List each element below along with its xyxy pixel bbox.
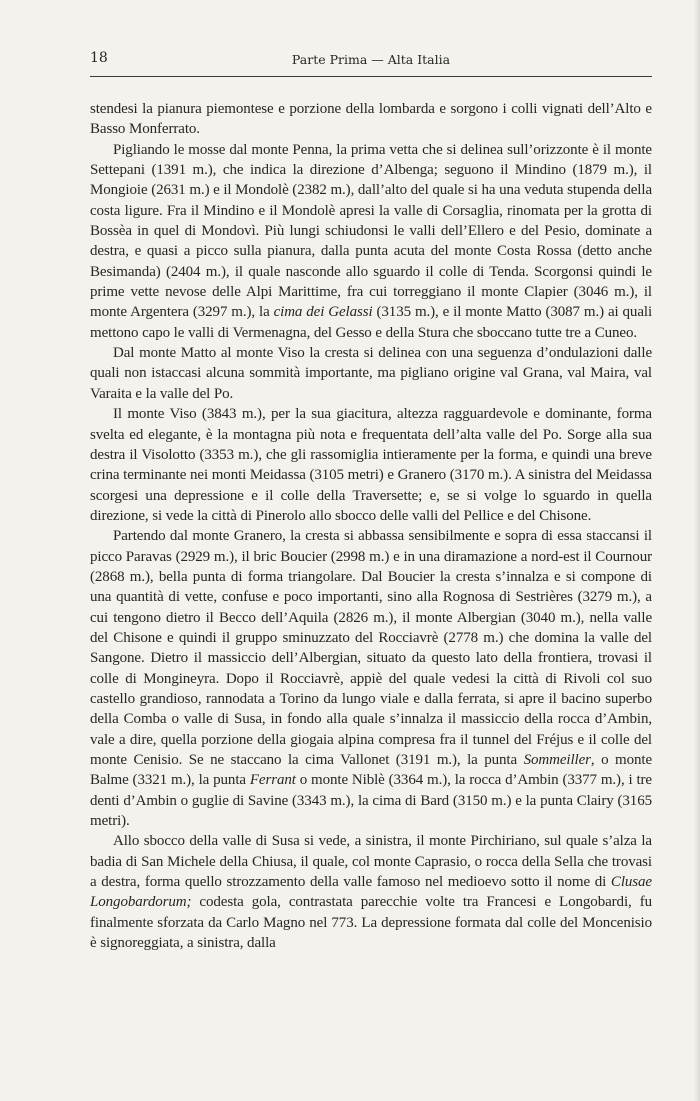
header-rule xyxy=(90,76,652,77)
text-span: (3135 m.), e il monte Matto (3087 m.) ai quali mettono capo le valli di Vermenagna, del Gesso e della Stura che sboccano tutte tre a Cuneo. xyxy=(90,304,653,341)
page-number: 18 xyxy=(90,50,108,66)
text-span: o monte Niblè (3364 m.), la rocca d’Ambin (3377 m.), i tre denti d’Ambin o guglie di Savine (3343 m.), la cima di Bard (3150 m.) e la punta Clairy (3165 metri). xyxy=(90,772,652,830)
body-text xyxy=(90,99,652,953)
text-span: Pigliando le mosse dal monte Penna, la prima vetta che si delinea sull’orizzonte è il monte Settepani (1391 m.), che indica la direzione d’Albenga; seguono il Mindino (1879 m.), il Mongioie (2631 m.) e il Mondolè (2382 m.), dall’alto del quale si ha una veduta stupenda della costa ligure. Fra il Mindino e il Mondolè apresi la valle di Corsaglia, rinomata per la grotta di Bossèa in quel di Mondovì. Più lungi schiudonsi le valli dell’Ellero e del Pesio, dominate a destra, e quasi a picco sulla pianura, dalla punta acuta del monte Costa Rossa (detto anche Besimanda) (2404 m.), il quale nasconde allo sguardo il colle di Tenda. Scorgonsi quindi le prime vette nevose delle Alpi Marittime, fra cui torreggiano il monte Clapier (3046 m.), il monte Argentera (3297 m.), la xyxy=(90,141,652,321)
text-span: Dal monte Matto al monte Viso la cresta si delinea con una seguenza d’ondulazioni dalle quali non istaccasi alcuna sommità importante, ma pigliano origine val Grana, val Maira, val Varaita e la valle del Po. xyxy=(90,345,652,402)
italic-text: cima dei Gelassi xyxy=(273,304,373,321)
text-span: Partendo dal monte Granero, la cresta si abbassa sensibilmente e sopra di essa staccansi il picco Paravas (2929 m.), il bric Boucier (2998 m.) e in una diramazione a nord-est il Cournour (2868 m.), bella punta di forma triangolare. Dal Boucier la cresta s’innalza e si compone di una quantità di vette, confuse e poco importanti, sino alla Rognosa di Sestrières (3279 m.), a cui tengono dietro il Becco dell’Aquila (2826 m.), il monte Albergian (3040 m.), nella valle del Chisone e quindi il gruppo sminuzzato del Rocciavrè (2778 m.) che domina la valle del Sangone. Dietro il massiccio dell’Albergian, situato da questo lato della frontiera, trovasi il colle di Mongineyra. Dopo il Rocciavrè, appiè del quale vedesi la città di Rivoli col suo castello grandioso, rannodata a Torino da lungo viale e dalla ferrata, si apre il bacino superbo della Comba o valle di Susa, in fondo alla quale s’innalza il massiccio della rocca d’Ambin, vale a dire, quella porzione della giogaia alpina compresa fra il tunnel del Fréjus e il colle del monte Cenisio. Se ne staccano la cima Vallonet (3191 m.), la punta xyxy=(90,528,652,768)
paragraph xyxy=(90,140,652,343)
italic-text: Sommeiller xyxy=(523,752,591,768)
paragraph xyxy=(90,343,652,404)
text-span: Il monte Viso (3843 m.), per la sua giacitura, altezza ragguardevole e dominante, forma svelta ed elegante, è la montagna più nota e frequentata dell’alta valle del Po. Sorge alla sua destra il Visolotto (3353 m.), che gli rassomiglia intieramente per la forma, e quindi una breve crina terminante nei monti Meidassa (3105 metri) e Granero (3170 m.). A sinistra del Meidassa scorgesi una depressione e il colle della Traversette; e, se si volge lo sguardo in quella direzione, si vede la città di Pinerolo allo sbocco delle valli del Pellice e del Chisone. xyxy=(90,406,652,524)
paragraph xyxy=(90,99,652,140)
running-title: Parte Prima — Alta Italia xyxy=(291,52,451,67)
page-edge-shadow xyxy=(694,0,700,1101)
paragraph xyxy=(90,404,652,526)
italic-text: Ferrant xyxy=(249,772,296,789)
text-span: codesta gola, contrastata parecchie volte tra Francesi e Longobardi, fu finalmente sforzata da Carlo Magno nel 773. La depressione formata dal colle del Moncenisio è signoreggiata, a sinistra, dalla xyxy=(90,894,652,952)
paragraph xyxy=(90,526,652,831)
page-header xyxy=(90,50,652,72)
paragraph xyxy=(90,831,652,953)
text-span: stendesi la pianura piemontese e porzione della lombarda e sorgono i colli vignati dell’Alto e Basso Monferrato. xyxy=(90,101,652,138)
italic-text: Clusae Longobardorum; xyxy=(90,874,652,911)
text-span: , o monte Balme (3321 m.), la punta xyxy=(90,752,652,789)
text-span: Allo sbocco della valle di Susa si vede, a sinistra, il monte Pirchiriano, sul quale s’alza la badia di San Michele della Chiusa, il quale, col monte Caprasio, o rocca della Sella che trovasi a destra, forma quello strozzamento della valle famoso nel medioevo sotto il nome di xyxy=(90,833,652,891)
